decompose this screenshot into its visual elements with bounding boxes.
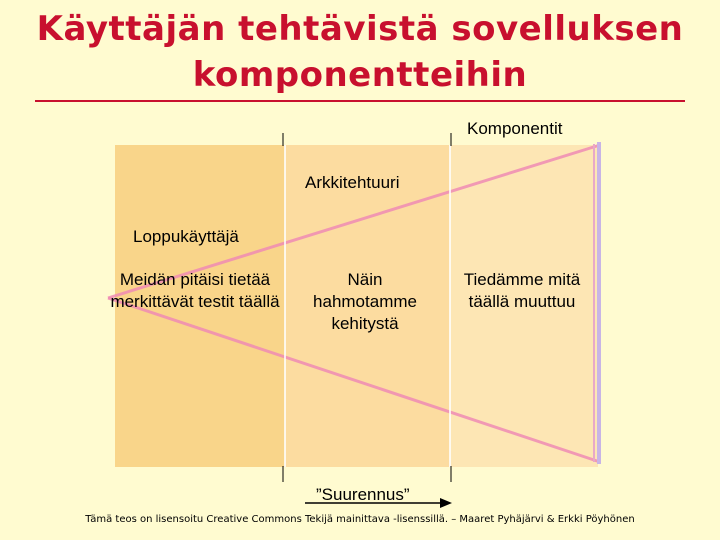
architecture-text: Näin hahmotamme kehitystä [313, 270, 417, 333]
components-text: Tiedämme mitä täällä muuttuu [463, 270, 581, 311]
zoom-arrow-head [440, 498, 452, 508]
license-footer: Tämä teos on lisensoitu Creative Commons Tekijä mainittava -lisenssillä. – Maaret Pyhäjärvi & Erkki Pöyhönen [85, 514, 635, 525]
title-line-1: Käyttäjän tehtävistä sovelluksen [36, 9, 684, 49]
zoom-label: ”Suurennus” [316, 485, 410, 504]
title-line-2: komponentteihin [192, 55, 528, 95]
end-user-text: Meidän pitäisi tietää merkittävät testit täällä [110, 270, 280, 311]
components-label: Komponentit [467, 119, 563, 138]
architecture-label: Arkkitehtuuri [305, 173, 400, 192]
end-user-label: Loppukäyttäjä [133, 227, 239, 246]
